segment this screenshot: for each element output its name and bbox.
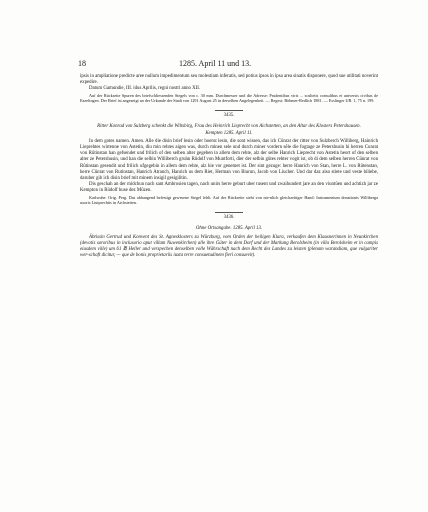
charter-3435-number-block	[80, 110, 378, 119]
page-number: 18	[78, 59, 86, 68]
page-body	[80, 74, 378, 259]
charter-3435-heading: Ritter Konrad von Sulzberg schenkt die Wiltsbirg, Frau des Heinrich Lieprecht von Aichstetten, an den Altar des Klosters Petershausen.	[97, 124, 361, 130]
prev-charter-text: ipsis in ampliatione predicte aree nullum impedimentum seu molestiam inferatis, sed potius ipsos in ipsa area sinatis disponere, quod sue utilitati noverint expedire.	[80, 74, 378, 86]
prev-charter-datum: Datum Gamundie, III. idus Aprilis, regni nostri anno XII.	[89, 86, 201, 92]
prev-charter-note: Auf der Rückseite Spuren des briefschliessenden Siegels von c. 30 mm. Durchmesser und die Adresse: Prudentibus viris ... scultetis consulibus et universis civibus de Ezzelingen. Der Brief ist angezeigt an der Urkunde der Stadt von 1291 August 25 in derselben Angelegenheit. — Regest: Böhmer-Redlich 1881. — Esslinger UB. 1, 75 n. 199.	[80, 92, 378, 103]
charter-3436-number: 3436.	[223, 215, 235, 221]
separator-rule	[215, 110, 243, 111]
charter-3435-place-date: Kempten 1285. April 11.	[205, 130, 253, 136]
charter-3435-dating: Dis geschah an der midchun nach sant Ambrosien tagen, nach unirs herre geburt uber tusent und zwaihundert jare an den viuntûen und achtizh jar ze Kempton in Rûdolf huse dez Mûzen.	[80, 182, 378, 194]
charter-3435-note: Karlsruhe. Orig. Perg. Das abhangend befestigt gewesene Siegel fehlt. Auf der Rückseite steht von nie-nlich gleichzeitiger Hand: Instrumentum donationis Williberga uxoris Liutprechtis in Aichstetten.	[80, 194, 378, 205]
separator-rule	[215, 212, 243, 213]
running-title: 1285. April 11 und 13.	[179, 59, 252, 68]
charter-3435-number: 3435.	[223, 113, 235, 119]
page-header	[78, 58, 378, 70]
charter-3436-body: Äbtissin Gertrud und Konvent des St. Agnesklosters zu Würzburg, vom Orden der heiligen Klara, verkaufen dem Klausnerinnen in Neunkirchen (devotis sororibus in inclusorio aput villam Nuwenkirchen) alle ihre Güter in dem Dorf und der Markung Berolsheim (in villa Berolsheim et in campis eiusdem ville) um 61 ℔ Heller und verspechen denselben volle Währschaft nach dem Recht des Landes zu leisten (plenam warandiam, que vulgariter wer-schaft dicitur, — que de bonis proprietariis iuxta terre consuetudinem fieri consuevit).	[80, 234, 378, 259]
charter-3435-body: In dem gotes namen. Amen. Alle die disin brief lesin oder hoerut lesin, die sont wissen, das ich Cûnrat der ritter von Sulzberch Williberg, Hainrich Lieprehtes wirtenne von Astetin, diu min rehtes aigen was, durch minen sele und durch miner vordern sêle die fogtage ze Petershusin hi herren Cunrat von Rûtinstan han gefsendet und frilich of den selben alter gegeben in allem dem rehte, alz der selbe Hanrich Lieprecht von Astetin heort of den selben alter ze Petershusin, und han die selbin Williberch gruhn Rûdolf von Muntforti, dier der selbin gûtes rehter vogit ist, ob di dem selben herren Cûnrat von Rûtinstan gesendit und frilich ufgegebin in allem dem rehte, alz hie vor genemet ist. Der sint gezuge: herre Hanrich von Stan, herre L. von Rûtenstan, herre Cûnrat von Rutinstan, Hanrich Atranch, Hanrich us dem Riet, Herman von Biurun, Jacob von Liucher. Und dar daz also stiete und veste biliebe, daruber gib ich disin brief mit minem insigil gesigilitin.	[80, 138, 378, 182]
charter-3436-place-date: Ohne Ortsangabe. 1285. April 13.	[195, 226, 263, 232]
charter-3436-number-block	[80, 212, 378, 221]
